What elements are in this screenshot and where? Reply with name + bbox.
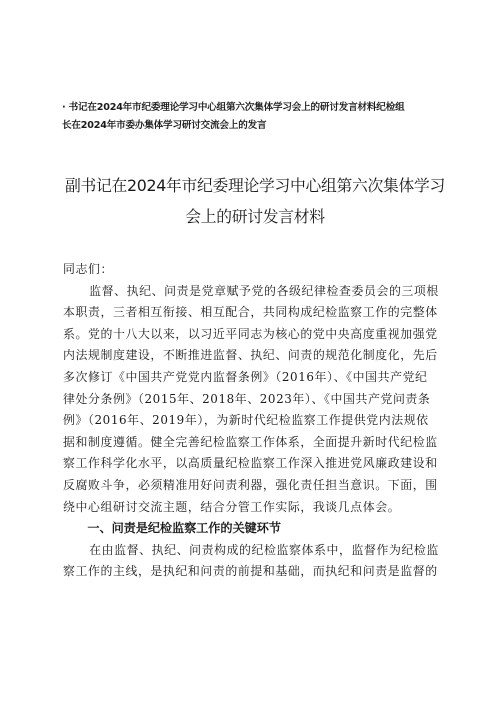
title-line-1: 副书记在2024年市纪委理论学习中心组第六次集体学习 bbox=[65, 176, 445, 195]
paragraph-line: 察工作的主线，是执纪和问责的前提和基础，而执纪和问责是监督的 bbox=[63, 564, 438, 579]
greeting: 同志们： bbox=[63, 262, 113, 276]
paragraph-line: 多次修订《中国共产党党内监督条例》（2016年）、《中国共产党纪 bbox=[63, 369, 428, 384]
paragraph-intro bbox=[63, 281, 443, 519]
paragraph-line: 例》（2016年、2019年），为新时代纪检监察工作提供党内法规依 bbox=[63, 413, 429, 428]
paragraph-line: 在由监督、执纪、问责构成的纪检监察体系中，监督作为纪检监 bbox=[89, 542, 439, 557]
paragraph-line: 律处分条例》（2015年、2018年、2023年）、《中国共产党问责条 bbox=[63, 391, 431, 406]
paragraph-line: 察工作科学化水平，以高质量纪检监察工作深入推进党风廉政建设和 bbox=[63, 456, 438, 471]
paragraph-line: 内法规制度建设，不断推进监督、执纪、问责的规范化制度化，先后 bbox=[63, 348, 438, 363]
section-heading-1: 一、问责是纪检监察工作的关键环节 bbox=[87, 521, 281, 536]
document-body bbox=[63, 259, 443, 583]
document-title bbox=[60, 170, 450, 232]
paragraph-section-1 bbox=[63, 540, 443, 583]
toc-entry-line-2[interactable]: 长在2024年市委办集体学习研讨交流会上的发言 bbox=[62, 120, 267, 131]
paragraph-line: 本职责，三者相互衔接、相互配合，共同构成纪检监察工作的完整体 bbox=[63, 305, 438, 320]
table-of-contents bbox=[62, 99, 442, 135]
title-line-2: 会上的研讨发言材料 bbox=[185, 207, 325, 226]
paragraph-line: 反腐败斗争，必须精准用好问责利器，强化责任担当意识。下面，围 bbox=[63, 477, 438, 492]
paragraph-line: 监督、执纪、问责是党章赋予党的各级纪律检查委员会的三项根 bbox=[89, 283, 439, 298]
toc-entry-line-1[interactable]: · 书记在2024年市纪委理论学习中心组第六次集体学习会上的研讨发言材料纪检组 bbox=[62, 102, 405, 113]
paragraph-line: 据和制度遵循。健全完善纪检监察工作体系，全面提升新时代纪检监 bbox=[63, 434, 438, 449]
paragraph-line: 系。党的十八大以来，以习近平同志为核心的党中央高度重视加强党 bbox=[63, 326, 438, 341]
paragraph-line: 绕中心组研讨交流主题，结合分管工作实际，我谈几点体会。 bbox=[63, 499, 401, 514]
